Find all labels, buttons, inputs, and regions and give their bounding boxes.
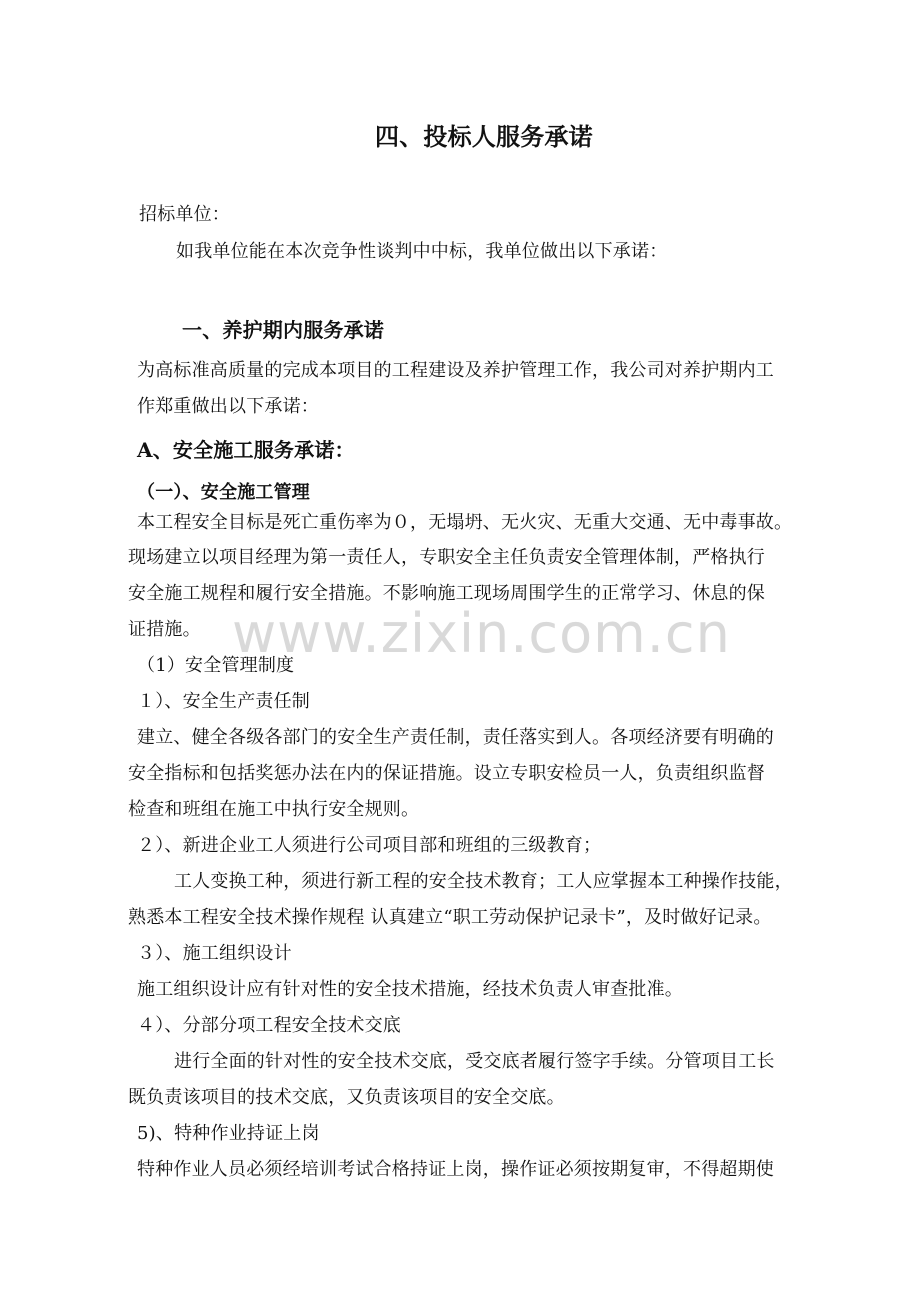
sub1-paragraph-line: 现场建立以项目经理为第一责任人，专职安全主任负责安全管理体制，严格执行 (128, 547, 765, 568)
item-1-1-paragraph-line: 检查和班组在施工中执行安全规则。 (128, 799, 420, 820)
item-1-4-paragraph-line: 进行全面的针对性的安全技术交底，受交底者履行签字手续。分管项目工长 (174, 1051, 775, 1072)
item-1-5-paragraph-line: 特种作业人员必须经培训考试合格持证上岗，操作证必须按期复审，不得超期使 (137, 1159, 774, 1180)
subsection-a-heading: A、安全施工服务承诺： (137, 438, 355, 462)
section1-paragraph-line: 为高标准高质量的完成本项目的工程建设及养护管理工作，我公司对养护期内工 (137, 360, 774, 381)
section1-heading: 一、养护期内服务承诺 (182, 318, 384, 342)
item-1-2-paragraph-line: 熟悉本工程安全技术操作规程 认真建立“职工劳动保护记录卡”，及时做好记录。 (128, 907, 772, 928)
item-1-1-heading: １）、安全生产责任制 (137, 691, 310, 712)
watermark: www.zixin.com.cn (232, 602, 731, 665)
sub1-paragraph-line: 证措施。 (128, 619, 201, 640)
item-1-2-heading: ２）、新进企业工人须进行公司项目部和班组的三级教育； (137, 835, 602, 856)
salutation: 招标单位： (139, 204, 230, 225)
item-1-heading: （1）安全管理制度 (137, 655, 295, 676)
document-title: 四、投标人服务承诺 (375, 122, 593, 151)
item-1-1-paragraph-line: 建立、健全各级各部门的安全生产责任制，责任落实到人。各项经济要有明确的 (137, 727, 774, 748)
section1-paragraph-line: 作郑重做出以下承诺： (137, 396, 319, 417)
item-1-3-paragraph-line: 施工组织设计应有针对性的安全技术措施，经技术负责人审查批准。 (137, 979, 683, 1000)
sub1-paragraph-line: 安全施工规程和履行安全措施。不影响施工现场周围学生的正常学习、休息的保 (128, 583, 765, 604)
item-1-1-paragraph-line: 安全指标和包括奖惩办法在内的保证措施。设立专职安检员一人，负责组织监督 (128, 763, 765, 784)
item-1-5-heading: 5)、特种作业持证上岗 (137, 1123, 320, 1144)
item-1-3-heading: ３）、施工组织设计 (137, 943, 292, 964)
intro-paragraph: 如我单位能在本次竞争性谈判中中标，我单位做出以下承诺： (176, 241, 668, 262)
item-1-2-paragraph-line: 工人变换工种，须进行新工程的安全技术教育；工人应掌握本工种操作技能， (174, 871, 793, 892)
item-1-4-paragraph-line: 既负责该项目的技术交底，又负责该项目的安全交底。 (128, 1087, 565, 1108)
sub1-paragraph-line: 本工程安全目标是死亡重伤率为０，无塌坍、无火灾、无重大交通、无中毒事故。 (137, 512, 793, 533)
sub1-heading: （一）、安全施工管理 (137, 482, 310, 503)
item-1-4-heading: ４）、分部分项工程安全技术交底 (137, 1015, 401, 1036)
